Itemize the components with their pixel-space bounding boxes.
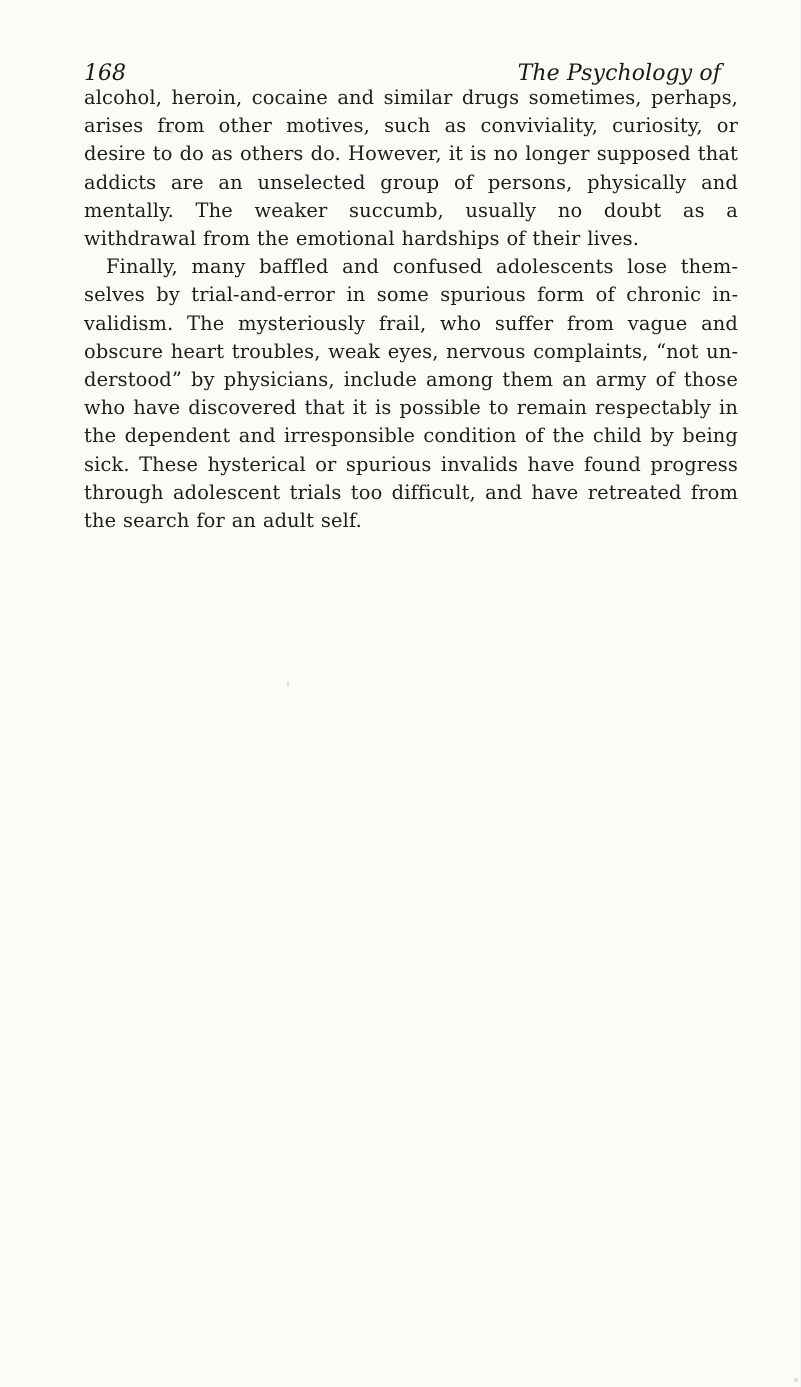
page-number: 168: [84, 61, 126, 86]
paragraph-finally: Finally, many baffled and confused adolescents lose themselves by trial-and-error in some spurious form of chronic invalidism. The mysteriously frail, who suffer from vague and obscure heart troubles, weak eyes, nervous complaints, “not understood” by physicians, include among them an army of those who have discovered that it is possible to remain respectably in the dependent and irresponsible condition of the child by being sick. These hysterical or spurious invalids have found progress through adolescent trials too difficult, and have retreated from the search for an adult self.: [84, 255, 738, 533]
paragraph-continued: alcohol, heroin, cocaine and similar drugs sometimes, perhaps, arises from other motives, such as conviviality, curiosity, or desire to do as others do. However, it is no longer supposed that addicts are an unselected group of persons, physically and mentally. The weaker succumb, usually no doubt as a withdrawal from the emotional hardships of their lives.: [84, 86, 738, 251]
page-body-text: [84, 84, 738, 535]
running-title: The Psychology of: [517, 61, 721, 86]
paper-speck: [287, 681, 289, 686]
paper-speck: [794, 1378, 798, 1382]
